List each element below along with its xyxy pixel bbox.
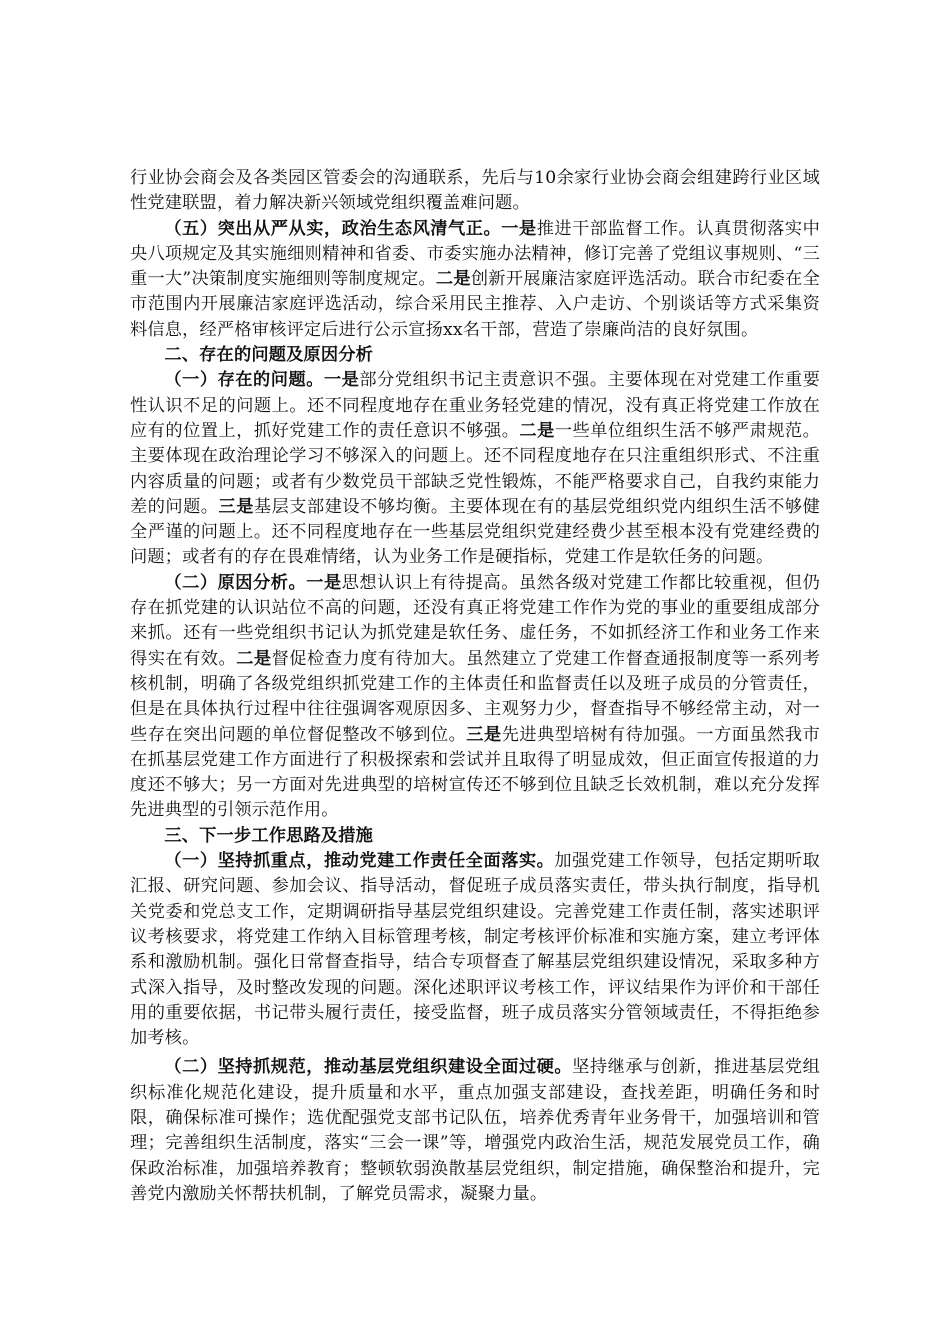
paragraph-lead: （一）存在的问题。: [164, 370, 324, 391]
point-text: 督促检查力度有待加大。虽然建立了党建工作督查通报制度等一系列考核机制，明确了各级党组织抓党建工作的主体责任和监督责任以及班子成员的分管责任，但是在具体执行过程中往往强调客观原因多、主观努力少，督查指导不够经常主动，对一些存在突出问题的单位督促整改不够到位。: [130, 648, 820, 745]
point-text: 推进干部监督工作。认真贯彻落实中央八项规定及其实施细则精神和省委、市委实施办法精神，修订完善了党组议事规则、“三重一大”决策制度实施细则等制度规定。: [130, 218, 821, 290]
point-marker: 一是: [323, 370, 360, 391]
point-marker: 一是: [501, 218, 537, 239]
paragraph-lead: （一）坚持抓重点，推动党建工作责任全面落实。: [164, 851, 555, 872]
paragraph-lead: （二）原因分析。: [164, 572, 307, 593]
paragraph-text: 坚持继承与创新，推进基层党组织标准化规范化建设，提升质量和水平，重点加强支部建设，查找差距，明确任务和时限，确保标准可操作；选优配强党支部书记队伍，培养优秀青年业务骨干，加强培训和管理；完善组织生活制度，落实“三会一课”等，增强党内政治生活，规范发展党员工作，确保政治标准，加强培养教育；整顿软弱涣散基层党组织，制定措施，确保整治和提升，完善党内激励关怀帮扶机制，了解党员需求，凝聚力量。: [130, 1057, 820, 1204]
point-marker: 二是: [236, 648, 272, 669]
paragraph-text: 行业协会商会及各类园区管委会的沟通联系，先后与10余家行业协会商会组建跨行业区域性党建联盟，着力解决新兴领域党组织覆盖难问题。: [130, 168, 820, 214]
paragraph-cause-analysis: [130, 571, 820, 824]
point-text: 基层支部建设不够均衡。主要体现在有的基层党组织党内组织生活不够健全严谨的问题上。还不同程度地存在一些基层党组织党建经费少甚至根本没有党建经费的问题；或者有的存在畏难情绪，认为业务工作是硬指标，党建工作是软任务的问题。: [130, 496, 820, 568]
paragraph-lead: （二）坚持抓规范，推动基层党组织建设全面过硬。: [164, 1057, 573, 1078]
section-heading-problems: 二、存在的问题及原因分析: [164, 345, 374, 366]
point-marker: 一是: [306, 572, 342, 593]
point-text: 部分党组织书记主责意识不强。主要体现在对党建工作重要性认识不足的问题上。还不同程度地存在重业务轻党建的情况，没有真正将党建工作放在应有的位置上，抓好党建工作的责任意识不够强。: [130, 370, 821, 441]
paragraph-focus-responsibility: [130, 849, 820, 1051]
point-text: 一些单位组织生活不够严肃规范。主要体现在政治理论学习不够深入的问题上。还不同程度地存在只注重组织形式、不注重内容质量的问题；或者有少数党员干部缺乏党性锻炼，不能严格要求自己，自我约束能力差的问题。: [130, 420, 820, 517]
paragraph-existing-problems: [130, 368, 820, 570]
point-text: 先进典型培树有待加强。一方面虽然我市在抓基层党建工作方面进行了积极探索和尝试并且取得了明显成效，但正面宣传报道的力度还不够大；另一方面对先进典型的培树宣传还不够到位且缺乏长效机制，难以充分发挥先进典型的引领示范作用。: [130, 724, 820, 821]
point-marker: 二是: [519, 420, 555, 441]
point-text: 创新开展廉洁家庭评选活动。联合市纪委在全市范围内开展廉洁家庭评选活动，综合采用民主推荐、入户走访、个别谈话等方式采集资料信息，经严格审核评定后进行公示宣扬xx名干部，营造了崇廉尚洁的良好氛围。: [130, 269, 820, 340]
point-marker: 三是: [218, 496, 254, 517]
paragraph-lead: （五）突出从严从实，政治生态风清气正。: [164, 218, 502, 239]
paragraph-continued: [130, 166, 820, 217]
paragraph-standardization: [130, 1055, 820, 1207]
paragraph-political-ecology: [130, 217, 820, 343]
point-marker: 二是: [435, 269, 471, 290]
document-body: [130, 166, 820, 1207]
paragraph-text: 加强党建工作领导，包括定期听取汇报、研究问题、参加会议、指导活动，督促班子成员落实责任，带头执行制度，指导机关党委和党总支工作，定期调研指导基层党组织建设。完善党建工作责任制，落实述职评议考核要求，将党建工作纳入目标管理考核，制定考核评价标准和实施方案，建立考评体系和激励机制。强化日常督查指导，结合专项督查了解基层党组织建设情况，采取多种方式深入指导，及时整改发现的问题。深化述职评议考核工作，评议结果作为评价和干部任用的重要依据，书记带头履行责任，接受监督，班子成员落实分管领域责任，不得拒绝参加考核。: [130, 851, 820, 1049]
section-heading-next-steps: 三、下一步工作思路及措施: [164, 825, 374, 846]
point-text: 思想认识上有待提高。虽然各级对党建工作都比较重视，但仍存在抓党建的认识站位不高的问题，还没有真正将党建工作作为党的事业的重要组成部分来抓。还有一些党组织书记认为抓党建是软任务、虚任务，不如抓经济工作和业务工作来得实在有效。: [130, 572, 820, 669]
point-marker: 三是: [466, 724, 502, 745]
